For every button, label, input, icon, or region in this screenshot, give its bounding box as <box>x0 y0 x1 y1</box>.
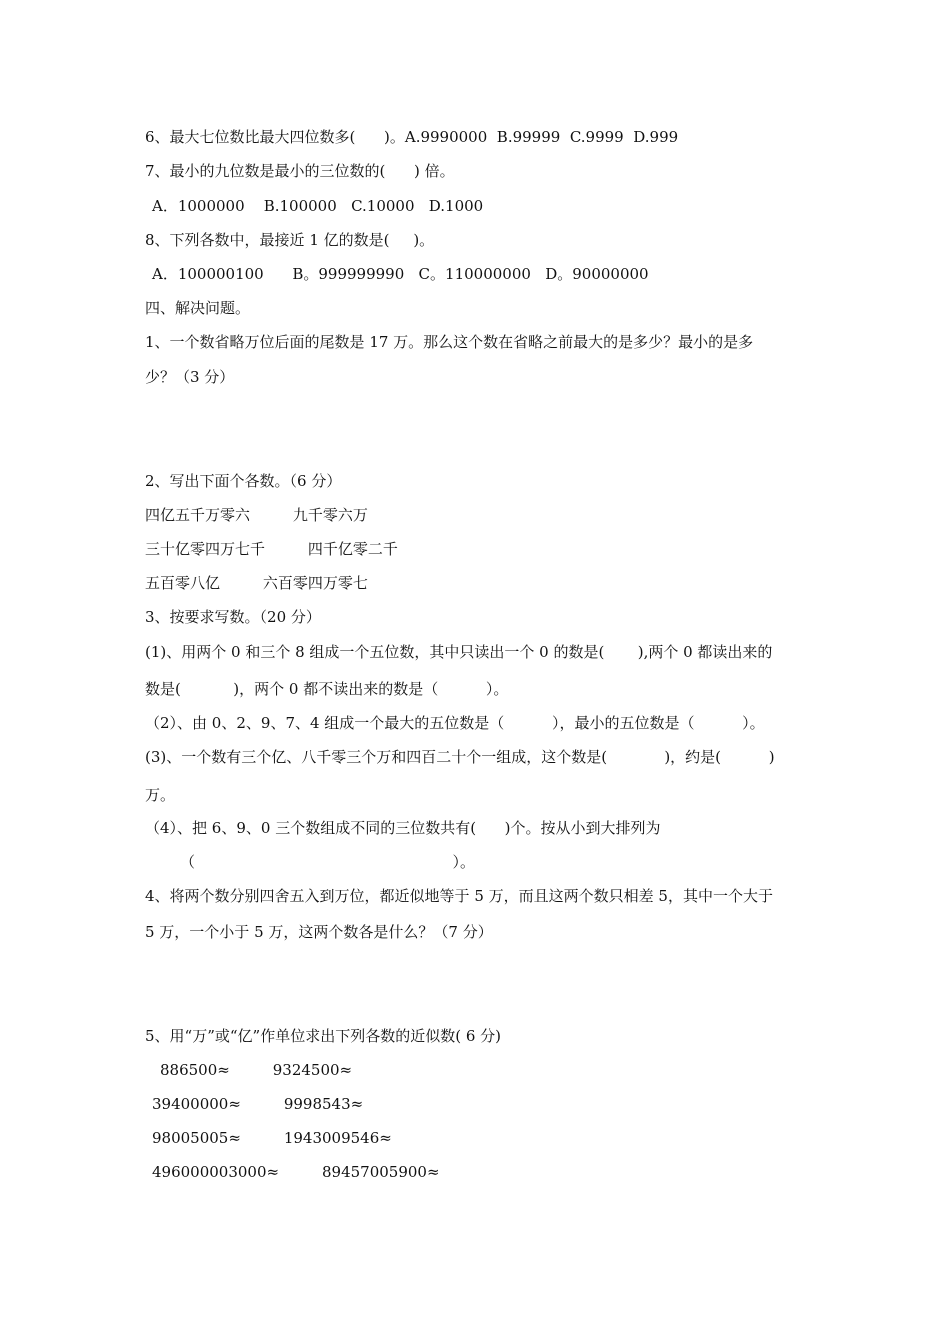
problem-4-line-1: 4、将两个数分别四舍五入到万位，都近似地等于 5 万，而且这两个数只相差 5，其中一个大于 <box>145 887 773 905</box>
problem-3-1-line-2: 数是( )，两个 0 都不读出来的数是（ ）。 <box>145 680 509 698</box>
question-7: 7、最小的九位数是最小的三位数的( ) 倍。 <box>145 162 455 180</box>
problem-1-line-1: 1、一个数省略万位后面的尾数是 17 万。那么这个数在省略之前最大的是多少？最小的是多 <box>145 333 754 351</box>
problem-5-row-1: 886500≈ 9324500≈ <box>160 1061 353 1079</box>
problem-2-row-1: 四亿五千万零六 九千零六万 <box>145 506 368 524</box>
problem-5: 5、用“万”或“亿”作单位求出下列各数的近似数( 6 分) <box>145 1027 502 1045</box>
section-4-title: 四、解决问题。 <box>145 299 251 317</box>
problem-3-3-line-1: (3)、一个数有三个亿、八千零三个万和四百二十个一组成，这个数是( )，约是( ) <box>145 748 775 766</box>
question-8-options: A．100000100 B。999999990 C。110000000 D。90000000 <box>152 265 649 283</box>
problem-3-4-line-1: （4）、把 6、9、0 三个数组成不同的三位数共有( )个。按从小到大排列为 <box>145 819 661 837</box>
problem-4-line-2: 5 万，一个小于 5 万，这两个数各是什么？（7 分） <box>145 923 493 941</box>
problem-3-1-line-1: (1)、用两个 0 和三个 8 组成一个五位数，其中只读出一个 0 的数是( ),两个 0 都读出来的 <box>145 643 773 661</box>
problem-5-row-4: 496000003000≈ 89457005900≈ <box>152 1163 440 1181</box>
problem-2-row-3: 五百零八亿 六百零四万零七 <box>145 574 368 592</box>
question-7-options: A．1000000 B.100000 C.10000 D.1000 <box>152 197 484 215</box>
problem-2-row-2: 三十亿零四万七千 四千亿零二千 <box>145 540 398 558</box>
problem-3: 3、按要求写数。（20 分） <box>145 608 321 626</box>
problem-3-4-line-2: （ ）。 <box>180 853 475 871</box>
problem-5-row-2: 39400000≈ 9998543≈ <box>152 1095 364 1113</box>
problem-3-3-line-2: 万。 <box>145 786 176 804</box>
problem-1-line-2: 少？（3 分） <box>145 368 235 386</box>
question-8: 8、下列各数中，最接近 1 亿的数是( )。 <box>145 231 435 249</box>
problem-2: 2、写出下面个各数。（6 分） <box>145 472 342 490</box>
problem-5-row-3: 98005005≈ 1943009546≈ <box>152 1129 392 1147</box>
question-6: 6、最大七位数比最大四位数多( )。A.9990000 B.99999 C.9999 D.999 <box>145 128 679 146</box>
problem-3-2: （2）、由 0、2、9、7、4 组成一个最大的五位数是（ ），最小的五位数是（ ）。 <box>145 714 765 732</box>
